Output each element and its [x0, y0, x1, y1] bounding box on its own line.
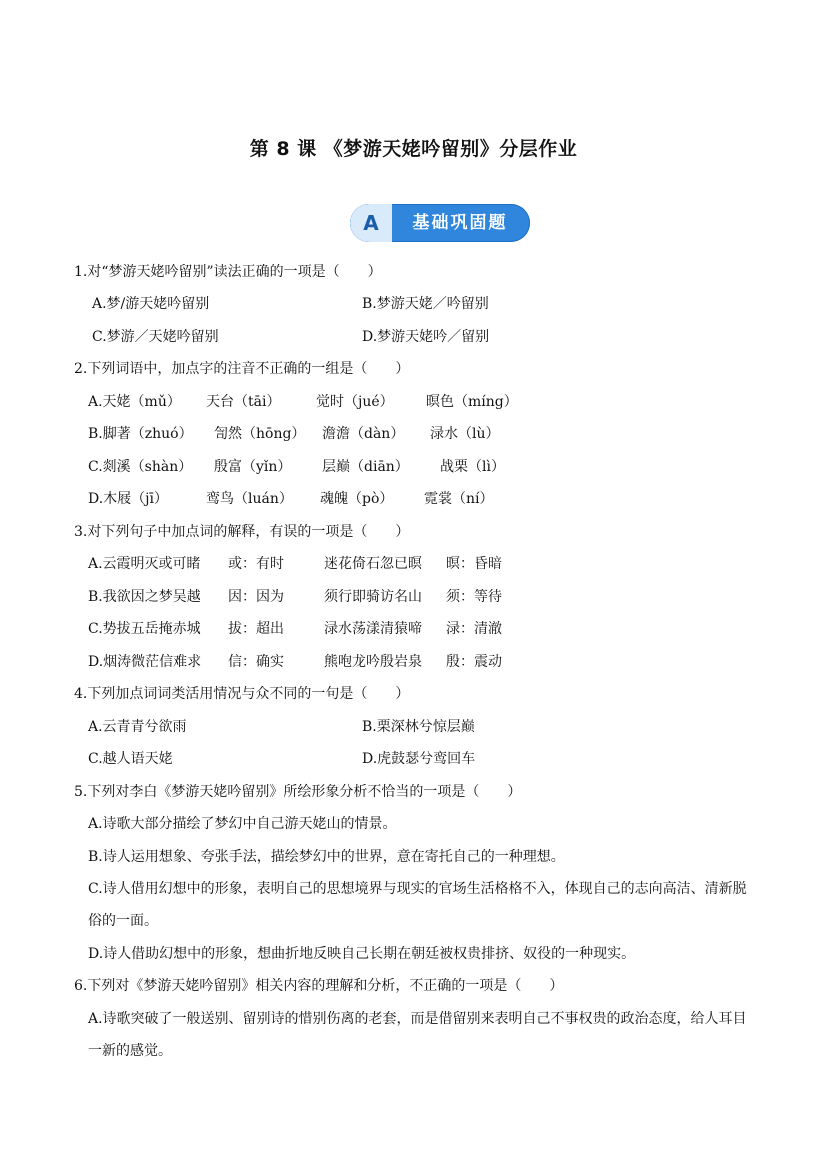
q3-d-3: 熊咆龙吟殷岩泉: [324, 654, 422, 670]
q1-option-a: A.梦/游天姥吟留别: [92, 296, 210, 312]
question-4-stem: 4.下列加点词词类活用情况与众不同的一句是（ ）: [74, 686, 410, 702]
q2-c-1: C.剡溪（shàn）: [88, 459, 193, 475]
q3-row-a: [88, 554, 502, 574]
q3-d-4: 殷：震动: [446, 654, 502, 670]
q3-c-4: 渌：清澈: [446, 621, 502, 637]
q2-c-3: 层巅（diān）: [322, 459, 409, 475]
q4-option-b: B.栗深林兮惊层巅: [362, 719, 475, 735]
q3-row-d: [88, 652, 502, 672]
q2-d-2: 鸾鸟（luán）: [206, 491, 293, 507]
q3-a-3: 迷花倚石忽已暝: [324, 556, 422, 572]
q2-b-1: B.脚著（zhuó）: [88, 426, 193, 442]
q2-b-2: 訇然（hōng）: [214, 426, 306, 442]
question-6-stem: 6.下列对《梦游天姥吟留别》相关内容的理解和分析，不正确的一项是（ ）: [74, 978, 564, 994]
q5-option-a: A.诗歌大部分描绘了梦幻中自己游天姥山的情景。: [88, 816, 397, 832]
q4-option-a: A.云青青兮欲雨: [88, 719, 187, 735]
question-1-stem: 1.对“梦游天姥吟留别”读法正确的一项是（ ）: [74, 264, 382, 280]
question-5-stem: 5.下列对李白《梦游天姥吟留别》所绘形象分析不恰当的一项是（ ）: [74, 784, 522, 800]
q1-option-c: C.梦游／天姥吟留别: [92, 329, 219, 345]
q3-d-1: D.烟涛微茫信难求: [88, 654, 202, 670]
q3-d-2: 信：确实: [228, 654, 284, 670]
q2-row-c: [88, 457, 505, 477]
q2-d-4: 霓裳（ní）: [424, 491, 494, 507]
q3-a-2: 或：有时: [228, 556, 284, 572]
q2-row-b: [88, 424, 500, 444]
q3-a-1: A.云霞明灭或可睹: [88, 556, 201, 572]
q5-option-c: C.诗人借用幻想中的形象，表明自己的思想境界与现实的官场生活格格不入，体现自己的志向高洁、清新脱俗的一面。: [88, 881, 747, 929]
q3-row-b: [88, 587, 502, 607]
q2-row-d: [88, 489, 494, 509]
q5-option-b: B.诗人运用想象、夸张手法，描绘梦幻中的世界，意在寄托自己的一种理想。: [88, 849, 565, 865]
q1-option-b: B.梦游天姥／吟留别: [362, 296, 489, 312]
q2-c-2: 殷富（yǐn）: [214, 459, 292, 475]
q3-b-1: B.我欲因之梦吴越: [88, 589, 201, 605]
section-letter: A: [350, 204, 392, 242]
page-title: 第 8 课 《梦游天姥吟留别》分层作业: [249, 138, 578, 160]
q2-c-4: 战栗（lì）: [440, 459, 505, 475]
q2-b-3: 澹澹（dàn）: [322, 426, 405, 442]
q2-d-3: 魂魄（pò）: [320, 491, 394, 507]
q2-a-1: A.天姥（mǔ）: [88, 394, 181, 410]
q1-option-d: D.梦游天姥吟／留别: [362, 329, 490, 345]
q3-c-1: C.势拔五岳掩赤城: [88, 621, 201, 637]
q2-a-4: 暝色（míng）: [426, 394, 518, 410]
q2-d-1: D.木屐（jī）: [88, 491, 168, 507]
q3-a-4: 暝：昏暗: [446, 556, 502, 572]
q3-row-c: [88, 619, 502, 639]
q2-row-a: [88, 392, 518, 412]
q2-b-4: 渌水（lù）: [430, 426, 500, 442]
section-label: 基础巩固题: [412, 213, 508, 233]
question-3-stem: 3.对下列句子中加点词的解释，有误的一项是（ ）: [74, 524, 410, 540]
q3-b-4: 须：等待: [446, 589, 502, 605]
q4-option-d: D.虎鼓瑟兮鸾回车: [362, 751, 476, 767]
section-badge: [350, 204, 530, 242]
q5-option-d: D.诗人借助幻想中的形象，想曲折地反映自己长期在朝廷被权贵排挤、奴役的一种现实。: [88, 946, 636, 962]
q3-c-2: 拔：超出: [228, 621, 284, 637]
q3-b-2: 因：因为: [228, 589, 284, 605]
q3-c-3: 渌水荡漾清猿啼: [324, 621, 422, 637]
q2-a-3: 觉时（jué）: [316, 394, 394, 410]
q2-a-2: 天台（tāi）: [206, 394, 281, 410]
question-2-stem: 2.下列词语中，加点字的注音不正确的一组是（ ）: [74, 361, 410, 377]
q3-b-3: 须行即骑访名山: [324, 589, 422, 605]
q4-option-c: C.越人语天姥: [88, 751, 173, 767]
q6-option-a: A.诗歌突破了一般送别、留别诗的惜别伤离的老套，而是借留别来表明自己不事权贵的政治态度，给人耳目一新的感觉。: [88, 1011, 747, 1059]
